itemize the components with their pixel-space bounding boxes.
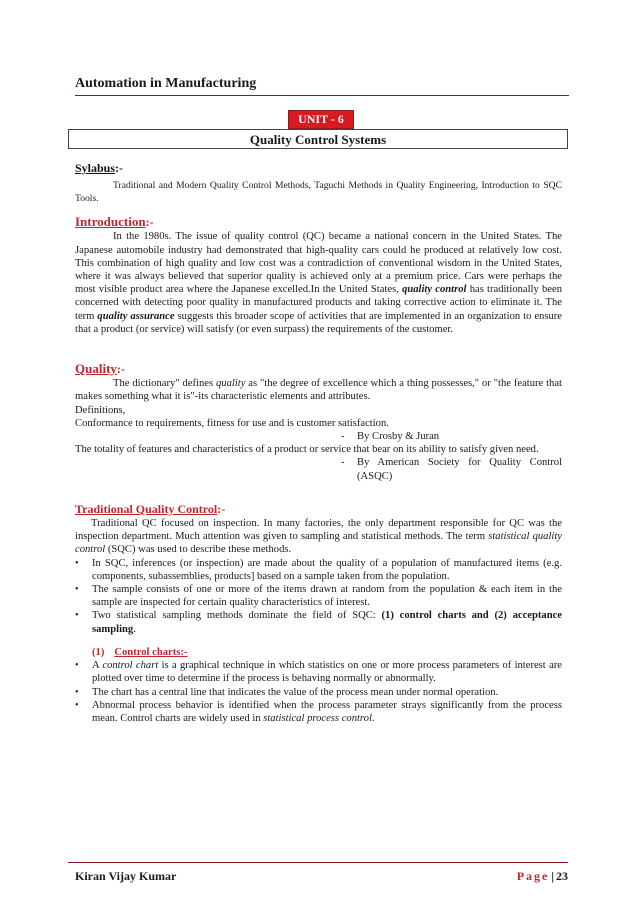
list-item: • The chart has a central line that indicates the value of the process mean under normal operation.	[75, 686, 499, 698]
quality-definition: The dictionary" defines quality as "the degree of excellence which a thing possesses," or "the feature that makes something what it is"-its characteristic elements and attributes.	[75, 378, 563, 403]
chapter-title: Quality Control Systems	[68, 129, 568, 149]
list-item: • Two statistical sampling methods dominate the field of SQC: (1) control charts and (2) acceptance sampling.	[75, 610, 562, 635]
definition-1: Conformance to requirements, fitness for use and is customer satisfaction.	[75, 417, 389, 429]
traditional-qc-heading: Traditional Quality Control:-	[75, 501, 226, 516]
traditional-qc-intro: Traditional QC focused on inspection. In many factories, the only department responsible for QC was the inspection department. Much attention was given to sampling and statistical methods. The term statistical quality control (SQC) was used to describe these methods.	[75, 518, 562, 556]
term-quality-assurance: quality assurance	[97, 310, 175, 322]
syllabus-text: Traditional and Modern Quality Control Methods, Taguchi Methods in Quality Engineering, Introduction to SQC Tools.	[75, 180, 562, 205]
header-title: Automation in Manufacturing	[75, 76, 257, 91]
definitions-label: Definitions,	[75, 404, 126, 416]
list-item: • In SQC, inferences (or inspection) are made about the quality of a population of manufactured items (e.g. components, subassemblies, products] based on a sample taken from the population.	[75, 557, 562, 582]
header-rule	[75, 95, 569, 96]
footer-author: Kiran Vijay Kumar	[75, 869, 177, 883]
introduction-paragraph: In the 1980s. The issue of quality control (QC) became a national concern in the United States. The Japanese automobile industry had demonstrated that high-quality cars could he produced at relatively low cost. This combination of high quality and low cost was a contradiction of conventional wisdom in the United States, where it was always believed that superior quality is achieved only at a premium price. Cars were perhaps the most visible product area where the Japanese excelled.In the United States, quality control has traditionally been concerned with detecting poor quality in manufactured products and taking corrective action to eliminate it. The term quality assurance suggests this broader scope of activities that are implemented in an organization to ensure that a product (or service) will satisfy (or even surpass) the requirements of the customer.	[75, 231, 563, 335]
syllabus-heading: Sylabus:-	[75, 161, 124, 175]
control-charts-bullets	[75, 659, 562, 725]
footer-rule	[68, 862, 568, 863]
list-item: • Abnormal process behavior is identified when the process parameter strays significantly from the process mean. Control charts are widely used in statistical process control.	[75, 699, 562, 724]
list-item: • The sample consists of one or more of the items drawn at random from the population & each item in the sample are inspected for certain quality characteristics of interest.	[75, 584, 562, 609]
traditional-qc-bullets	[75, 557, 562, 636]
term-quality-control: quality control	[402, 284, 467, 296]
quality-heading: Quality:-	[75, 361, 125, 377]
introduction-heading: Introduction:-	[75, 214, 154, 230]
definition-1-attribution: - By Crosby & Juran	[341, 431, 440, 443]
unit-badge: UNIT - 6	[288, 110, 354, 129]
definition-2: The totality of features and characteristics of a product or service that bear on its ability to satisfy given need.	[75, 444, 539, 456]
list-item: • A control chart is a graphical technique in which statistics on one or more process parameters of interest are plotted over time to determine if the process is behaving normally or abnormally.	[75, 660, 562, 685]
control-charts-heading: (1) Control charts:-	[92, 646, 188, 658]
footer-page-number: Page | 23	[516, 869, 568, 883]
content-body	[75, 162, 562, 725]
definition-2-attribution: - By American Society for Quality Control (ASQC)	[341, 457, 562, 482]
